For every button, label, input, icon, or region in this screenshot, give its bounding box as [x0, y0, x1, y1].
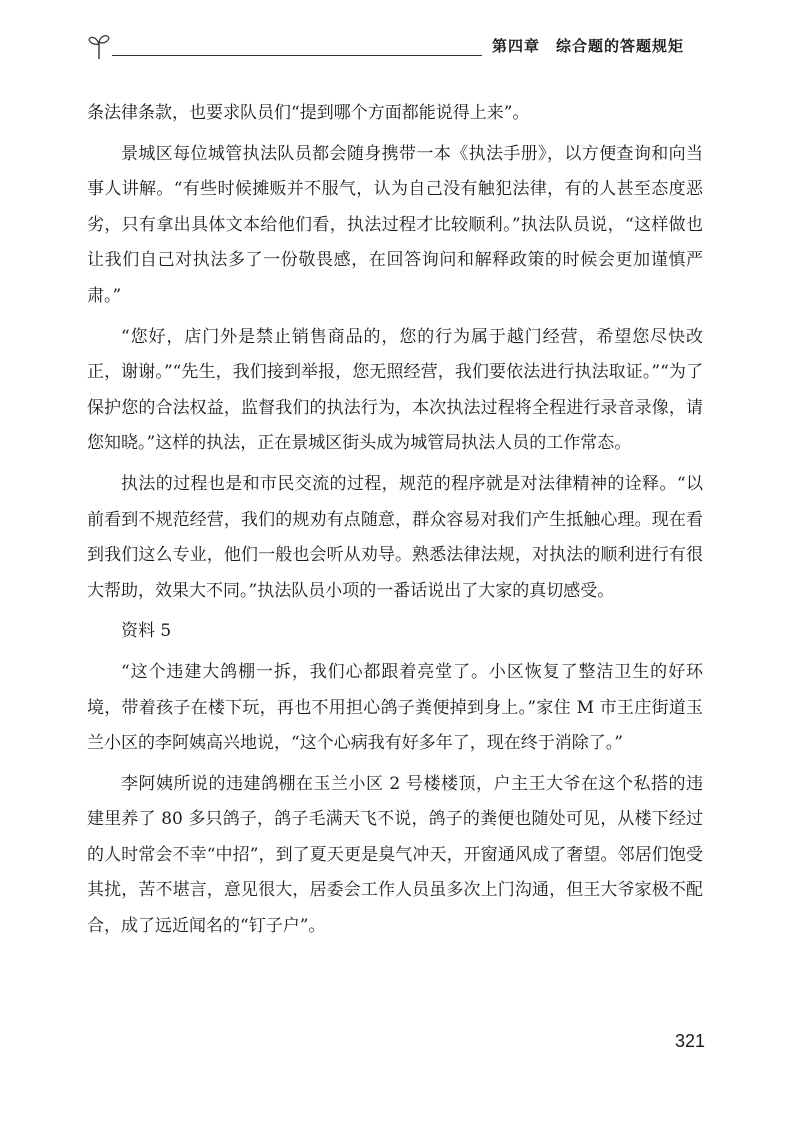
page-number: 321	[674, 1031, 705, 1051]
material-label: 资料 5	[121, 621, 172, 642]
chapter-title: 综合题的答题规矩	[556, 37, 685, 55]
chapter-heading	[492, 35, 684, 56]
header-rule	[112, 55, 482, 56]
sprout-icon	[88, 32, 110, 60]
page-body	[87, 96, 703, 950]
paragraph-continuation: 条法律条款，也要求队员们“提到哪个方面都能说得上来”。	[87, 103, 530, 123]
paragraph: 李阿姨所说的违建鸽棚在玉兰小区 2 号楼楼顶，户主王大爷在这个私搭的违建里养了 80 多只鸽子，鸽子毛满天飞不说，鸽子的粪便也随处可见，从楼下经过的人时常会不幸“中招”，到了夏天更是臭气冲天，开窗通风成了奢望。邻居们饱受其扰，苦不堪言，意见很大，居委会工作人员虽多次上门沟通，但王大爷家极不配合，成了远近闻名的“钉子户”。	[87, 773, 703, 937]
chapter-label: 第四章	[492, 37, 541, 55]
paragraph: 执法的过程也是和市民交流的过程，规范的程序就是对法律精神的诠释。“以前看到不规范经营，我们的规劝有点随意，群众容易对我们产生抵触心理。现在看到我们这么专业，他们一般也会听从劝导。熟悉法律法规，对执法的顺利进行有很大帮助，效果大不同。”执法队员小项的一番话说出了大家的真切感受。	[87, 473, 703, 601]
paragraph: 景城区每位城管执法队员都会随身携带一本《执法手册》，以方便查询和向当事人讲解。“有些时候摊贩并不服气，认为自己没有触犯法律，有的人甚至态度恶劣，只有拿出具体文本给他们看，执法过程才比较顺利。”执法队员说，“这样做也让我们自己对执法多了一份敬畏感，在回答询问和解释政策的时候会更加谨慎严肃。”	[87, 143, 703, 306]
running-header	[88, 30, 713, 62]
paragraph: “您好，店门外是禁止销售商品的，您的行为属于越门经营，希望您尽快改正，谢谢。”“先生，我们接到举报，您无照经营，我们要依法进行执法取证。”“为了保护您的合法权益，监督我们的执法行为，本次执法过程将全程进行录音录像，请您知晓。”这样的执法，正在景城区街头成为城管局执法人员的工作常态。	[87, 326, 703, 454]
paragraph: “这个违建大鸽棚一拆，我们心都跟着亮堂了。小区恢复了整洁卫生的好环境，带着孩子在楼下玩，再也不用担心鸽子粪便掉到身上。”家住 M 市王庄街道玉兰小区的李阿姨高兴地说，“这个心病我有好多年了，现在终于消除了。”	[87, 661, 703, 754]
